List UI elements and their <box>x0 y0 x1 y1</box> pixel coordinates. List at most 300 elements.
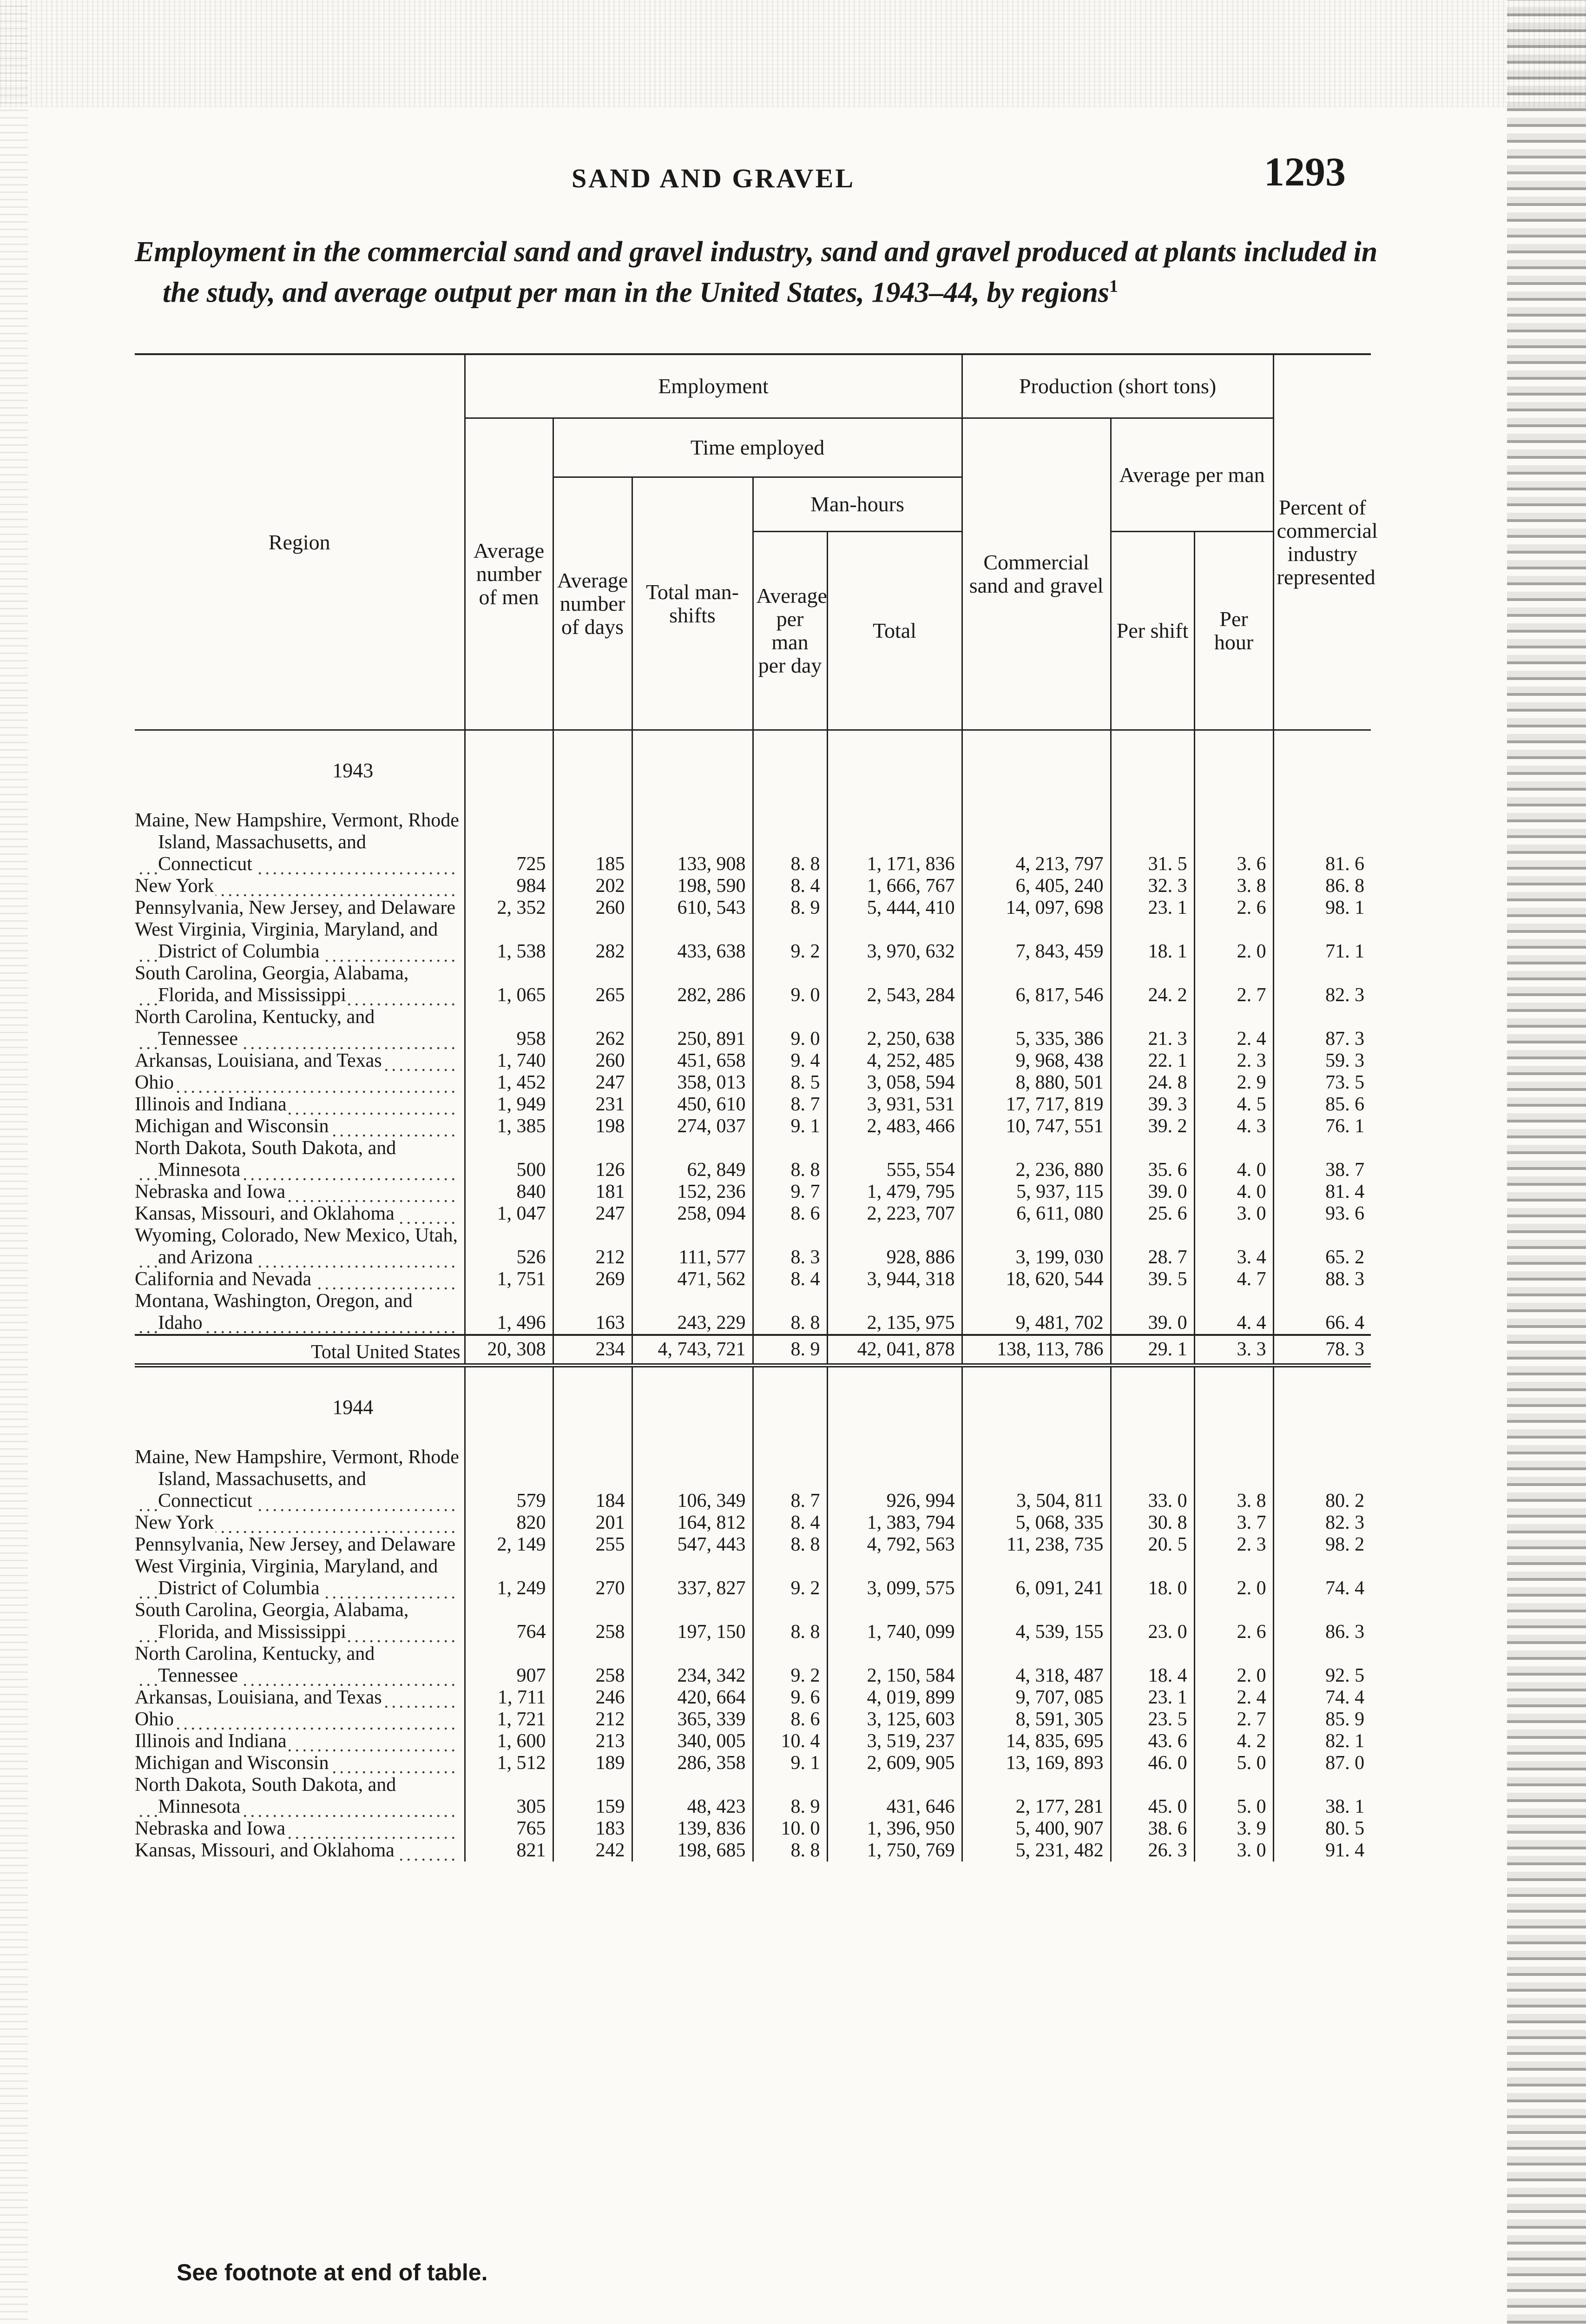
percent-cell: 87. 3 <box>1273 1006 1371 1050</box>
region-cell <box>135 1774 465 1818</box>
avg-men-cell: 840 <box>465 1181 553 1203</box>
avg-men-cell: 526 <box>465 1225 553 1268</box>
total-per-shift-cell: 29. 1 <box>1111 1335 1194 1366</box>
commercial-tons-cell: 6, 817, 546 <box>962 963 1111 1006</box>
table-row <box>135 1840 1371 1862</box>
total-hours-cell: 928, 886 <box>827 1225 962 1268</box>
region-name: Maine, New Hampshire, Vermont, Rhode Island, Massachusetts, and Connecticut <box>135 810 459 875</box>
year-heading <box>135 1366 465 1447</box>
avg-days-cell: 183 <box>553 1818 632 1840</box>
employment-table <box>135 353 1378 1862</box>
caption-footnote-mark: 1 <box>1109 277 1118 296</box>
region-cell <box>135 919 465 963</box>
region-name: Montana, Washington, Oregon, and Idaho <box>135 1290 413 1334</box>
region-name-leader <box>135 875 460 897</box>
table-row <box>135 1512 1371 1534</box>
region-name: North Carolina, Kentucky, and Tennessee <box>135 1643 375 1686</box>
avg-men-cell: 1, 721 <box>465 1709 553 1730</box>
total-shifts-cell: 197, 150 <box>632 1599 753 1643</box>
region-name-leader <box>135 1225 460 1268</box>
percent-cell: 98. 1 <box>1273 897 1371 919</box>
region-name: Ohio <box>135 1709 176 1730</box>
table-row <box>135 1290 1371 1335</box>
avg-men-cell: 1, 385 <box>465 1116 553 1137</box>
percent-cell: 98. 2 <box>1273 1534 1371 1556</box>
region-cell <box>135 1752 465 1774</box>
total-hours-cell: 1, 479, 795 <box>827 1181 962 1203</box>
region-name-leader <box>135 1752 460 1774</box>
avg-men-cell: 821 <box>465 1840 553 1862</box>
total-shifts-cell: 234, 342 <box>632 1643 753 1687</box>
avg-days-cell: 269 <box>553 1268 632 1290</box>
region-name: Illinois and Indiana <box>135 1730 289 1752</box>
per-shift-cell: 26. 3 <box>1111 1840 1194 1862</box>
percent-cell: 81. 4 <box>1273 1181 1371 1203</box>
header-avg-men: Average number of men <box>465 418 553 730</box>
region-name-leader <box>135 1446 460 1512</box>
table-row <box>135 1094 1371 1116</box>
total-shifts-cell: 164, 812 <box>632 1512 753 1534</box>
commercial-tons-cell: 6, 405, 240 <box>962 875 1111 897</box>
avg-days-cell: 255 <box>553 1534 632 1556</box>
region-cell <box>135 1556 465 1599</box>
per-hour-cell: 3. 6 <box>1194 810 1273 875</box>
avg-hours-day-cell: 8. 7 <box>753 1094 827 1116</box>
percent-cell: 81. 6 <box>1273 810 1371 875</box>
region-name-leader <box>135 1840 460 1862</box>
per-hour-cell: 5. 0 <box>1194 1774 1273 1818</box>
region-name-leader <box>135 1006 460 1050</box>
per-shift-cell: 39. 0 <box>1111 1181 1194 1203</box>
region-cell <box>135 1290 465 1335</box>
percent-cell: 80. 2 <box>1273 1446 1371 1512</box>
per-shift-cell: 18. 0 <box>1111 1556 1194 1599</box>
percent-cell: 82. 1 <box>1273 1730 1371 1752</box>
per-shift-cell: 23. 0 <box>1111 1599 1194 1643</box>
commercial-tons-cell: 14, 097, 698 <box>962 897 1111 919</box>
table-row <box>135 1556 1371 1599</box>
total-hours-cell: 3, 058, 594 <box>827 1072 962 1094</box>
table-header <box>135 354 1378 730</box>
empty-cell <box>1194 730 1273 810</box>
region-cell <box>135 1050 465 1072</box>
avg-hours-day-cell: 8. 9 <box>753 897 827 919</box>
total-shifts-cell: 198, 685 <box>632 1840 753 1862</box>
header-avg-days: Average number of days <box>553 477 632 730</box>
avg-men-cell: 1, 452 <box>465 1072 553 1094</box>
avg-days-cell: 201 <box>553 1512 632 1534</box>
commercial-tons-cell: 7, 843, 459 <box>962 919 1111 963</box>
avg-men-cell: 765 <box>465 1818 553 1840</box>
per-shift-cell: 23. 5 <box>1111 1709 1194 1730</box>
region-cell <box>135 1818 465 1840</box>
avg-men-cell: 305 <box>465 1774 553 1818</box>
table-row <box>135 875 1371 897</box>
empty-cell <box>632 730 753 810</box>
per-shift-cell: 22. 1 <box>1111 1050 1194 1072</box>
total-hours-cell: 3, 931, 531 <box>827 1094 962 1116</box>
avg-hours-day-cell: 9. 2 <box>753 1643 827 1687</box>
scan-noise-left <box>0 0 28 2324</box>
region-name-leader <box>135 1116 460 1137</box>
total-hours-cell: 2, 609, 905 <box>827 1752 962 1774</box>
commercial-tons-cell: 5, 937, 115 <box>962 1181 1111 1203</box>
avg-days-cell: 189 <box>553 1752 632 1774</box>
per-hour-cell: 2. 4 <box>1194 1006 1273 1050</box>
avg-hours-day-cell: 10. 0 <box>753 1818 827 1840</box>
avg-hours-day-cell: 8. 6 <box>753 1203 827 1225</box>
per-hour-cell: 4. 5 <box>1194 1094 1273 1116</box>
commercial-tons-cell: 5, 068, 335 <box>962 1512 1111 1534</box>
percent-cell: 38. 7 <box>1273 1137 1371 1181</box>
header-total-shifts: Total man-shifts <box>632 477 753 730</box>
avg-hours-day-cell: 8. 4 <box>753 875 827 897</box>
per-hour-cell: 4. 4 <box>1194 1290 1273 1335</box>
per-hour-cell: 3. 0 <box>1194 1203 1273 1225</box>
avg-men-cell: 1, 538 <box>465 919 553 963</box>
total-shifts-cell: 133, 908 <box>632 810 753 875</box>
per-shift-cell: 30. 8 <box>1111 1512 1194 1534</box>
total-hours-cell: 3, 944, 318 <box>827 1268 962 1290</box>
table-body <box>135 730 1371 1862</box>
avg-hours-day-cell: 8. 4 <box>753 1268 827 1290</box>
table-row <box>135 1752 1371 1774</box>
per-shift-cell: 39. 0 <box>1111 1290 1194 1335</box>
percent-cell: 73. 5 <box>1273 1072 1371 1094</box>
avg-men-cell: 1, 249 <box>465 1556 553 1599</box>
total-hours-cell: 3, 125, 603 <box>827 1709 962 1730</box>
per-shift-cell: 31. 5 <box>1111 810 1194 875</box>
avg-days-cell: 260 <box>553 897 632 919</box>
avg-men-cell: 2, 352 <box>465 897 553 919</box>
commercial-tons-cell: 9, 707, 085 <box>962 1687 1111 1709</box>
table-row <box>135 1709 1371 1730</box>
total-hours-cell: 1, 171, 836 <box>827 810 962 875</box>
table-row <box>135 897 1371 919</box>
commercial-tons-cell: 18, 620, 544 <box>962 1268 1111 1290</box>
total-hours-cell: 3, 099, 575 <box>827 1556 962 1599</box>
total-hours-cell: 2, 223, 707 <box>827 1203 962 1225</box>
avg-days-cell: 181 <box>553 1181 632 1203</box>
per-hour-cell: 4. 0 <box>1194 1181 1273 1203</box>
per-hour-cell: 2. 0 <box>1194 1556 1273 1599</box>
region-name-leader <box>135 810 460 875</box>
per-shift-cell: 45. 0 <box>1111 1774 1194 1818</box>
region-cell <box>135 1225 465 1268</box>
table-row <box>135 1225 1371 1268</box>
region-name-leader <box>135 1512 460 1534</box>
empty-cell <box>465 730 553 810</box>
per-hour-cell: 3. 7 <box>1194 1512 1273 1534</box>
per-shift-cell: 38. 6 <box>1111 1818 1194 1840</box>
total-hours-cell: 1, 383, 794 <box>827 1512 962 1534</box>
avg-hours-day-cell: 8. 4 <box>753 1512 827 1534</box>
total-hours-cell: 5, 444, 410 <box>827 897 962 919</box>
total-hours-cell: 1, 750, 769 <box>827 1840 962 1862</box>
header-percent: Percent of commercial industry represented <box>1273 354 1371 730</box>
avg-days-cell: 247 <box>553 1203 632 1225</box>
avg-hours-day-cell: 9. 2 <box>753 1556 827 1599</box>
region-name: New York <box>135 1512 216 1533</box>
total-percent-cell: 78. 3 <box>1273 1335 1371 1366</box>
region-cell <box>135 1006 465 1050</box>
per-shift-cell: 43. 6 <box>1111 1730 1194 1752</box>
region-name-leader <box>135 1534 460 1556</box>
percent-cell: 80. 5 <box>1273 1818 1371 1840</box>
header-time-employed: Time employed <box>553 418 962 477</box>
per-shift-cell: 24. 2 <box>1111 963 1194 1006</box>
region-name: Illinois and Indiana <box>135 1094 289 1115</box>
per-shift-cell: 25. 6 <box>1111 1203 1194 1225</box>
table-row <box>135 1446 1371 1512</box>
region-name: Michigan and Wisconsin <box>135 1116 330 1137</box>
total-hours-cell: 926, 994 <box>827 1446 962 1512</box>
percent-cell: 76. 1 <box>1273 1116 1371 1137</box>
commercial-tons-cell: 11, 238, 735 <box>962 1534 1111 1556</box>
avg-hours-day-cell: 8. 8 <box>753 1290 827 1335</box>
total-shifts-cell: 471, 562 <box>632 1268 753 1290</box>
total-shifts-cell: 433, 638 <box>632 919 753 963</box>
per-shift-cell: 18. 4 <box>1111 1643 1194 1687</box>
avg-men-cell: 958 <box>465 1006 553 1050</box>
region-name-leader <box>135 1709 460 1730</box>
percent-cell: 85. 9 <box>1273 1709 1371 1730</box>
region-name: South Carolina, Georgia, Alabama, Florida, and Mississippi <box>135 963 409 1006</box>
avg-days-cell: 231 <box>553 1094 632 1116</box>
region-cell <box>135 1072 465 1094</box>
header-production: Production (short tons) <box>962 354 1273 418</box>
per-shift-cell: 46. 0 <box>1111 1752 1194 1774</box>
per-hour-cell: 4. 0 <box>1194 1137 1273 1181</box>
region-cell <box>135 1709 465 1730</box>
per-shift-cell: 32. 3 <box>1111 875 1194 897</box>
percent-cell: 71. 1 <box>1273 919 1371 963</box>
per-hour-cell: 2. 6 <box>1194 897 1273 919</box>
avg-days-cell: 247 <box>553 1072 632 1094</box>
avg-men-cell: 1, 740 <box>465 1050 553 1072</box>
avg-hours-day-cell: 9. 6 <box>753 1687 827 1709</box>
header-total-hours: Total <box>827 532 962 730</box>
percent-cell: 74. 4 <box>1273 1687 1371 1709</box>
table-row <box>135 1599 1371 1643</box>
percent-cell: 93. 6 <box>1273 1203 1371 1225</box>
region-name: North Dakota, South Dakota, and Minnesota <box>135 1137 396 1181</box>
avg-days-cell: 258 <box>553 1599 632 1643</box>
avg-days-cell: 184 <box>553 1446 632 1512</box>
avg-hours-day-cell: 9. 7 <box>753 1181 827 1203</box>
percent-cell: 88. 3 <box>1273 1268 1371 1290</box>
per-hour-cell: 2. 4 <box>1194 1687 1273 1709</box>
header-avg-hours-day: Average per man per day <box>753 532 827 730</box>
percent-cell: 82. 3 <box>1273 1512 1371 1534</box>
scan-noise-right <box>1507 0 1586 2324</box>
avg-days-cell: 185 <box>553 810 632 875</box>
region-cell <box>135 1137 465 1181</box>
avg-days-cell: 213 <box>553 1730 632 1752</box>
per-hour-cell: 2. 9 <box>1194 1072 1273 1094</box>
year-label: 1943 <box>332 759 374 782</box>
header-commercial: Commercial sand and gravel <box>962 418 1111 730</box>
table-row <box>135 1006 1371 1050</box>
per-shift-cell: 18. 1 <box>1111 919 1194 963</box>
region-name: South Carolina, Georgia, Alabama, Florida, and Mississippi <box>135 1599 409 1643</box>
commercial-tons-cell: 5, 335, 386 <box>962 1006 1111 1050</box>
total-per-hour-cell: 3. 3 <box>1194 1335 1273 1366</box>
region-name: Nebraska and Iowa <box>135 1181 287 1202</box>
region-name: California and Nevada <box>135 1268 313 1290</box>
empty-cell <box>553 730 632 810</box>
per-hour-cell: 2. 0 <box>1194 1643 1273 1687</box>
avg-men-cell: 1, 600 <box>465 1730 553 1752</box>
avg-days-cell: 163 <box>553 1290 632 1335</box>
header-region: Region <box>135 354 465 730</box>
region-name: West Virginia, Virginia, Maryland, and District of Columbia <box>135 1556 438 1599</box>
region-name: North Carolina, Kentucky, and Tennessee <box>135 1006 375 1050</box>
total-total-shifts-cell: 4, 743, 721 <box>632 1335 753 1366</box>
commercial-tons-cell: 13, 169, 893 <box>962 1752 1111 1774</box>
commercial-tons-cell: 4, 318, 487 <box>962 1643 1111 1687</box>
region-name: Kansas, Missouri, and Oklahoma <box>135 1203 396 1224</box>
avg-days-cell: 202 <box>553 875 632 897</box>
caption-text: Employment in the commercial sand and gravel industry, sand and gravel produced at plants included in the study, and average output per man in the United States, 1943–44, by regions <box>135 236 1378 309</box>
total-shifts-cell: 282, 286 <box>632 963 753 1006</box>
total-hours-cell: 1, 666, 767 <box>827 875 962 897</box>
table-row <box>135 1774 1371 1818</box>
total-shifts-cell: 610, 543 <box>632 897 753 919</box>
region-cell <box>135 875 465 897</box>
region-name: New York <box>135 875 216 897</box>
avg-days-cell: 260 <box>553 1050 632 1072</box>
table-row <box>135 1818 1371 1840</box>
total-hours-cell: 2, 150, 584 <box>827 1643 962 1687</box>
total-shifts-cell: 48, 423 <box>632 1774 753 1818</box>
region-cell <box>135 1534 465 1556</box>
total-hours-cell: 1, 396, 950 <box>827 1818 962 1840</box>
empty-cell <box>632 1366 753 1447</box>
per-hour-cell: 3. 4 <box>1194 1225 1273 1268</box>
table-row <box>135 1203 1371 1225</box>
commercial-tons-cell: 6, 091, 241 <box>962 1556 1111 1599</box>
region-cell <box>135 1599 465 1643</box>
total-hours-cell: 431, 646 <box>827 1774 962 1818</box>
total-avg-days-cell: 234 <box>553 1335 632 1366</box>
avg-days-cell: 242 <box>553 1840 632 1862</box>
region-cell <box>135 1840 465 1862</box>
avg-hours-day-cell: 8. 8 <box>753 1534 827 1556</box>
avg-men-cell: 1, 512 <box>465 1752 553 1774</box>
total-shifts-cell: 62, 849 <box>632 1137 753 1181</box>
region-name-leader <box>135 1268 460 1290</box>
avg-hours-day-cell: 8. 8 <box>753 1840 827 1862</box>
total-hours-cell: 4, 019, 899 <box>827 1687 962 1709</box>
region-name: Pennsylvania, New Jersey, and Delaware <box>135 897 457 918</box>
total-shifts-cell: 111, 577 <box>632 1225 753 1268</box>
region-cell <box>135 1116 465 1137</box>
year-heading-row <box>135 1366 1371 1447</box>
total-shifts-cell: 340, 005 <box>632 1730 753 1752</box>
commercial-tons-cell: 17, 717, 819 <box>962 1094 1111 1116</box>
per-hour-cell: 3. 8 <box>1194 1446 1273 1512</box>
per-hour-cell: 4. 3 <box>1194 1116 1273 1137</box>
region-name: Nebraska and Iowa <box>135 1818 287 1839</box>
region-name-leader <box>135 1203 460 1225</box>
avg-men-cell: 500 <box>465 1137 553 1181</box>
per-hour-cell: 4. 7 <box>1194 1268 1273 1290</box>
per-shift-cell: 28. 7 <box>1111 1225 1194 1268</box>
region-name-leader <box>135 1730 460 1752</box>
avg-men-cell: 2, 149 <box>465 1534 553 1556</box>
avg-days-cell: 198 <box>553 1116 632 1137</box>
total-shifts-cell: 450, 610 <box>632 1094 753 1116</box>
avg-hours-day-cell: 8. 5 <box>753 1072 827 1094</box>
region-cell <box>135 963 465 1006</box>
total-shifts-cell: 451, 658 <box>632 1050 753 1072</box>
region-name-leader <box>135 963 460 1006</box>
total-avg-hours-day-cell: 8. 9 <box>753 1335 827 1366</box>
avg-men-cell: 725 <box>465 810 553 875</box>
scan-noise-top <box>0 0 1586 107</box>
per-hour-cell: 2. 3 <box>1194 1534 1273 1556</box>
empty-cell <box>962 730 1111 810</box>
commercial-tons-cell: 4, 539, 155 <box>962 1599 1111 1643</box>
region-name-leader <box>135 1556 460 1599</box>
empty-cell <box>1194 1366 1273 1447</box>
avg-days-cell: 262 <box>553 1006 632 1050</box>
empty-cell <box>1111 1366 1194 1447</box>
avg-hours-day-cell: 8. 6 <box>753 1709 827 1730</box>
per-shift-cell: 23. 1 <box>1111 1687 1194 1709</box>
avg-hours-day-cell: 8. 8 <box>753 1599 827 1643</box>
avg-men-cell: 1, 751 <box>465 1268 553 1290</box>
year-heading-row <box>135 730 1371 810</box>
commercial-tons-cell: 3, 504, 811 <box>962 1446 1111 1512</box>
per-hour-cell: 2. 0 <box>1194 919 1273 963</box>
percent-cell: 86. 3 <box>1273 1599 1371 1643</box>
table-row <box>135 1072 1371 1094</box>
avg-men-cell: 1, 496 <box>465 1290 553 1335</box>
running-head: SAND AND GRAVEL <box>572 163 856 193</box>
avg-men-cell: 1, 047 <box>465 1203 553 1225</box>
commercial-tons-cell: 9, 968, 438 <box>962 1050 1111 1072</box>
total-shifts-cell: 250, 891 <box>632 1006 753 1050</box>
empty-cell <box>1273 1366 1371 1447</box>
per-shift-cell: 33. 0 <box>1111 1446 1194 1512</box>
percent-cell: 59. 3 <box>1273 1050 1371 1072</box>
commercial-tons-cell: 6, 611, 080 <box>962 1203 1111 1225</box>
total-shifts-cell: 365, 339 <box>632 1709 753 1730</box>
total-shifts-cell: 286, 358 <box>632 1752 753 1774</box>
footnote: See footnote at end of table. <box>177 2259 488 2285</box>
empty-cell <box>827 730 962 810</box>
avg-days-cell: 126 <box>553 1137 632 1181</box>
region-cell <box>135 897 465 919</box>
avg-men-cell: 984 <box>465 875 553 897</box>
per-hour-cell: 2. 6 <box>1194 1599 1273 1643</box>
per-hour-cell: 3. 8 <box>1194 875 1273 897</box>
per-shift-cell: 21. 3 <box>1111 1006 1194 1050</box>
header-per-hour: Per hour <box>1194 532 1273 730</box>
table-row <box>135 1687 1371 1709</box>
table-row <box>135 1643 1371 1687</box>
total-shifts-cell: 198, 590 <box>632 875 753 897</box>
region-cell <box>135 1446 465 1512</box>
percent-cell: 74. 4 <box>1273 1556 1371 1599</box>
avg-days-cell: 246 <box>553 1687 632 1709</box>
commercial-tons-cell: 4, 213, 797 <box>962 810 1111 875</box>
region-name-leader <box>135 1818 460 1840</box>
total-hours-cell: 2, 483, 466 <box>827 1116 962 1137</box>
page-number: 1293 <box>1264 150 1346 195</box>
